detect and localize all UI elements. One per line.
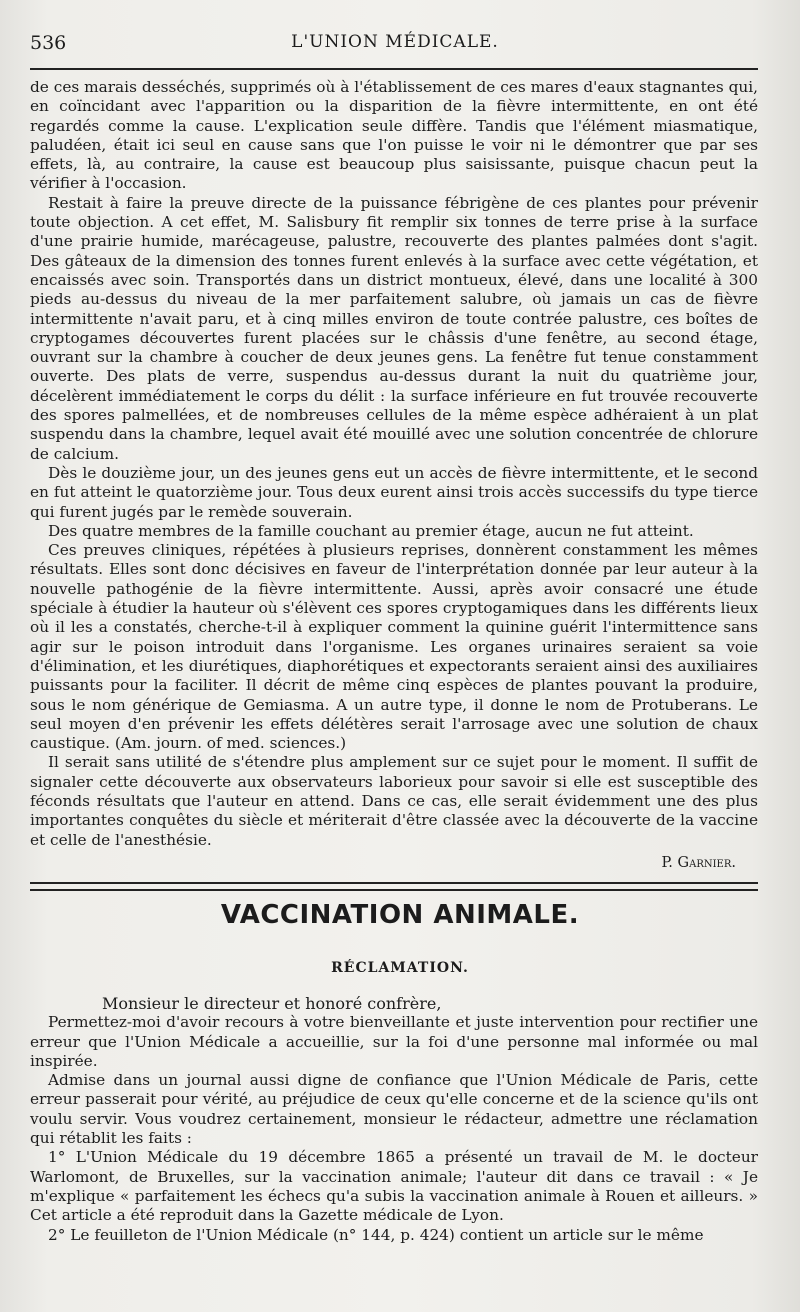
header-rule xyxy=(30,68,758,70)
paragraph: Ces preuves cliniques, répétées à plusieurs reprises, donnèrent constamment les mêmes résultats. Elles sont donc décisives en faveur de l'interprétation donnée par leur auteur à la nouvelle pathogénie de la fièvre intermittente. Aussi, après avoir consacré une étude spéciale à étudier la hauteur où s'élèvent ces spores cryptogamiques dans les différents lieux où il les a constatés, cherche-t-il à expliquer comment la quinine guérit l'intermittence sans agir sur le poison introduit dans l'organisme. Les organes urinaires seraient sa voie d'élimination, et les diurétiques, diaphorétiques et expectorants seraient ainsi des auxiliaires puissants pour la faciliter. Il décrit de même cinq espèces de plantes pouvant la produire, sous le nom générique de Gemiasma. A un autre type, il donne le nom de Protuberans. Le seul moyen d'en prévenir les effets délétères serait l'arrosage avec une solution de chaux caustique. (Am. journ. of med. sciences.) xyxy=(30,541,758,753)
paragraph: Il serait sans utilité de s'étendre plus amplement sur ce sujet pour le moment. Il suffit de signaler cette découverte aux observateurs laborieux pour savoir si elle est susceptible des féconds résultats que l'auteur en attend. Dans ce cas, elle serait évidemment une des plus importantes conquêtes du siècle et mériterait d'être classée avec la découverte de la vaccine et celle de l'anesthésie. xyxy=(30,753,758,849)
article-vaccination-body xyxy=(30,994,758,1245)
paragraph: Permettez-moi d'avoir recours à votre bienveillante et juste intervention pour rectifier une erreur que l'Union Médicale a accueillie, sur la foi d'une personne mal informée ou mal inspirée. xyxy=(30,1013,758,1070)
paragraph: Admise dans un journal aussi digne de confiance que l'Union Médicale de Paris, cette erreur passerait pour vérité, au préjudice de ceux qu'elle concerne et de la science qu'ils ont voulu servir. Vous voudrez certainement, monsieur le rédacteur, admettre une réclamation qui rétablit les faits : xyxy=(30,1071,758,1148)
section-divider xyxy=(30,882,758,891)
page-header xyxy=(30,32,760,58)
author-signature: P. Garnier. xyxy=(661,854,736,871)
paragraph: Des quatre membres de la famille couchant au premier étage, aucun ne fut atteint. xyxy=(48,521,694,540)
paragraph: Dès le douzième jour, un des jeunes gens eut un accès de fièvre intermittente, et le second en fut atteint le quatorzième jour. Tous deux eurent ainsi trois accès successifs du type tierce qui furent jugés par le remède souverain. xyxy=(30,463,758,521)
article-title: VACCINATION ANIMALE. xyxy=(220,900,580,930)
paragraph: Restait à faire la preuve directe de la puissance fébrigène de ces plantes pour prévenir toute objection. A cet effet, M. Salisbury fit remplir six tonnes de terre prise à la surface d'une prairie humide, marécageuse, palustre, recouverte des plantes palmées dont s'agit. Des gâteaux de la dimension des tonnes furent enlevés à la surface avec cette végétation, et encaissés avec soin. Transportés dans un district montueux, élevé, dans une localité à 300 pieds au-dessus du niveau de la mer parfaitement salubre, où jamais un cas de fièvre intermittente n'avait paru, et à cinq milles environ de toute contrée palustre, ces boîtes de cryptogames découvertes furent placées sur le châssis d'une fenêtre, au second étage, ouvrant sur la chambre à coucher de deux jeunes gens. La fenêtre fut tenue constamment ouverte. Des plats de verre, suspendus au-dessus durant la nuit du quatrième jour, décelèrent immédiatement le corps du délit : la surface inférieure en fut trouvée recouverte des spores palmellées, et de nombreuses cellules de la même espèce adhéraient à un plat suspendu dans la chambre, lequel avait été mouillé avec une solution concentrée de chlorure de calcium. xyxy=(30,193,758,463)
paragraph: 2° Le feuilleton de l'Union Médicale (n° 144, p. 424) contient un article sur le même xyxy=(48,1225,704,1244)
page-number: 536 xyxy=(30,32,67,54)
paragraph: de ces marais desséchés, supprimés où à l'établissement de ces mares d'eaux stagnantes qui, en coïncidant avec l'apparition ou la disparition de la fièvre intermittente, en ont été regardés comme la cause. L'explication seule diffère. Tandis que l'élément miasmatique, paludéen, était ici seul en cause sans que l'on puisse le voir ni le démontrer que par ses effets, là, au contraire, la cause est beaucoup plus saisissante, puisque chacun peut la vérifier à l'occasion. xyxy=(30,78,758,193)
article-subtitle: RÉCLAMATION. xyxy=(331,960,469,976)
article-fever-body xyxy=(30,78,758,873)
paragraph: 1° L'Union Médicale du 19 décembre 1865 a présenté un travail de M. le docteur Warlomont, de Bruxelles, sur la vaccination animale; l'auteur dit dans ce travail : « Je m'explique « parfaitement les échecs qu'a subis la vaccination animale à Rouen et ailleurs. » Cet article a été reproduit dans la Gazette médicale de Lyon. xyxy=(30,1148,758,1225)
salutation: Monsieur le directeur et honoré confrère, xyxy=(102,994,442,1013)
running-title: L'UNION MÉDICALE. xyxy=(291,32,499,52)
